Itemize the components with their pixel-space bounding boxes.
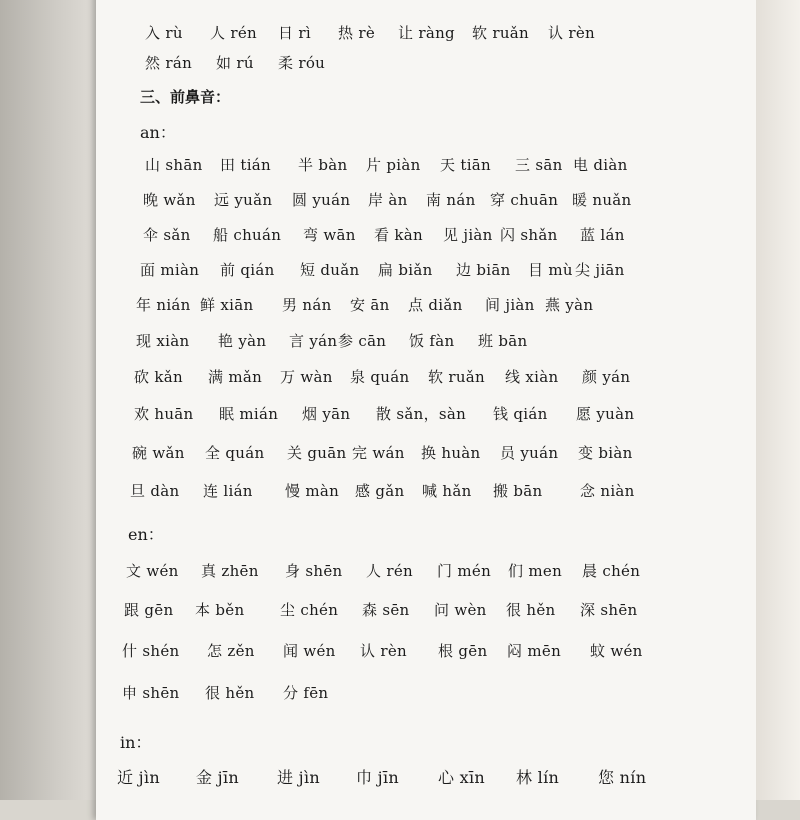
word: 让 ràng — [398, 24, 455, 42]
word: 鲜 xiān — [200, 296, 254, 314]
word-line — [0, 154, 800, 184]
word: 入 rù — [145, 24, 183, 42]
word: 日 rì — [278, 24, 311, 42]
word: 闷 mēn — [507, 642, 562, 660]
word: 软 ruǎn — [428, 368, 486, 386]
word: 人 rén — [210, 24, 257, 42]
word-line — [0, 294, 800, 324]
word: 安 ān — [350, 296, 390, 314]
word-line — [0, 259, 800, 289]
word: 很 hěn — [506, 601, 556, 619]
word: 柔 róu — [278, 54, 326, 72]
word: 岸 àn — [368, 191, 408, 209]
word: 满 mǎn — [208, 368, 263, 386]
word: 蚊 wén — [590, 642, 643, 660]
word: 员 yuán — [500, 444, 559, 462]
word: 很 hěn — [205, 684, 255, 702]
word: 年 nián — [136, 296, 191, 314]
word: 扁 biǎn — [378, 261, 433, 279]
word: 慢 màn — [285, 482, 340, 500]
word: 申 shēn — [122, 684, 180, 702]
word: 线 xiàn — [505, 368, 559, 386]
group-label-in: in： — [120, 733, 152, 752]
word: 远 yuǎn — [214, 191, 273, 209]
word: 艳 yàn — [218, 332, 267, 350]
word-line — [0, 599, 800, 629]
word: 欢 huān — [134, 405, 194, 423]
word-line — [0, 366, 800, 396]
word: 碗 wǎn — [132, 444, 185, 462]
word: 山 shān — [145, 156, 203, 174]
word-line — [0, 189, 800, 219]
intro-line — [0, 22, 800, 52]
section-heading: 三、前鼻音： — [140, 88, 231, 106]
word: 连 lián — [203, 482, 253, 500]
word: 暖 nuǎn — [572, 191, 632, 209]
word: 愿 yuàn — [576, 405, 635, 423]
word: 泉 quán — [350, 368, 410, 386]
word: 班 bān — [478, 332, 528, 350]
word: 巾 jīn — [356, 768, 399, 787]
word: 然 rán — [145, 54, 193, 72]
intro-line — [0, 52, 800, 82]
word: 圆 yuán — [292, 191, 351, 209]
word: 念 niàn — [580, 482, 635, 500]
word: 散 sǎn，sàn — [376, 405, 467, 423]
word: 文 wén — [126, 562, 179, 580]
word: 面 miàn — [140, 261, 200, 279]
word: 现 xiàn — [136, 332, 190, 350]
word-line — [0, 442, 800, 472]
word: 感 gǎn — [355, 482, 405, 500]
word: 三 sān — [515, 156, 563, 174]
word: 点 diǎn — [408, 296, 463, 314]
word: 闪 shǎn — [500, 226, 558, 244]
word: 蓝 lán — [580, 226, 625, 244]
word: 片 piàn — [366, 156, 421, 174]
word: 人 rén — [366, 562, 413, 580]
word: 问 wèn — [434, 601, 487, 619]
word-line — [0, 480, 800, 510]
word: 目 mù — [528, 261, 573, 279]
word: 燕 yàn — [545, 296, 594, 314]
word: 穿 chuān — [490, 191, 559, 209]
word: 变 biàn — [578, 444, 633, 462]
word-line — [0, 224, 800, 254]
word: 间 jiàn — [485, 296, 535, 314]
word-line — [0, 765, 800, 795]
word: 分 fēn — [283, 684, 329, 702]
word: 近 jìn — [117, 768, 160, 787]
word: 弯 wān — [303, 226, 356, 244]
word: 田 tián — [220, 156, 271, 174]
word: 根 gēn — [438, 642, 488, 660]
word: 伞 sǎn — [143, 226, 191, 244]
word: 电 diàn — [573, 156, 628, 174]
word: 砍 kǎn — [134, 368, 183, 386]
word: 眠 mián — [219, 405, 279, 423]
word-line — [0, 682, 800, 712]
word: 们 men — [508, 562, 563, 580]
word: 如 rú — [216, 54, 254, 72]
word: 喊 hǎn — [422, 482, 472, 500]
word: 金 jīn — [196, 768, 239, 787]
word: 本 běn — [195, 601, 245, 619]
word: 男 nán — [282, 296, 332, 314]
word: 南 nán — [426, 191, 476, 209]
word: 短 duǎn — [300, 261, 360, 279]
word: 换 huàn — [421, 444, 481, 462]
group-label-en: en： — [128, 525, 164, 544]
word: 热 rè — [338, 24, 376, 42]
word: 门 mén — [437, 562, 492, 580]
word: 您 nín — [598, 768, 647, 787]
word: 软 ruǎn — [472, 24, 530, 42]
word: 跟 gēn — [124, 601, 174, 619]
word: 身 shēn — [285, 562, 343, 580]
word: 旦 dàn — [130, 482, 180, 500]
word: 尖 jiān — [575, 261, 625, 279]
word: 全 quán — [205, 444, 265, 462]
word: 言 yán — [289, 332, 338, 350]
word: 搬 bān — [493, 482, 543, 500]
word: 参 cān — [338, 332, 387, 350]
word: 完 wán — [352, 444, 405, 462]
word: 怎 zěn — [207, 642, 255, 660]
word-line — [0, 403, 800, 433]
word: 晚 wǎn — [143, 191, 196, 209]
word: 颜 yán — [582, 368, 631, 386]
word: 烟 yān — [302, 405, 351, 423]
word: 森 sēn — [362, 601, 410, 619]
word: 看 kàn — [374, 226, 423, 244]
word: 心 xīn — [438, 768, 486, 787]
word: 深 shēn — [580, 601, 638, 619]
word: 进 jìn — [277, 768, 320, 787]
word: 万 wàn — [280, 368, 333, 386]
word: 闻 wén — [283, 642, 336, 660]
word: 尘 chén — [280, 601, 339, 619]
word: 什 shén — [122, 642, 180, 660]
word-line — [0, 330, 800, 360]
word: 晨 chén — [582, 562, 641, 580]
word: 边 biān — [456, 261, 511, 279]
word: 认 rèn — [548, 24, 595, 42]
word: 饭 fàn — [409, 332, 455, 350]
word: 林 lín — [516, 768, 560, 787]
word-line — [0, 640, 800, 670]
word: 真 zhēn — [201, 562, 259, 580]
word-line — [0, 560, 800, 590]
word: 船 chuán — [213, 226, 282, 244]
word: 认 rèn — [360, 642, 407, 660]
word: 见 jiàn — [443, 226, 493, 244]
group-label-an: an： — [140, 123, 176, 142]
word: 关 guān — [287, 444, 347, 462]
word: 钱 qián — [493, 405, 548, 423]
word: 半 bàn — [298, 156, 348, 174]
word: 天 tiān — [440, 156, 491, 174]
word: 前 qián — [220, 261, 275, 279]
